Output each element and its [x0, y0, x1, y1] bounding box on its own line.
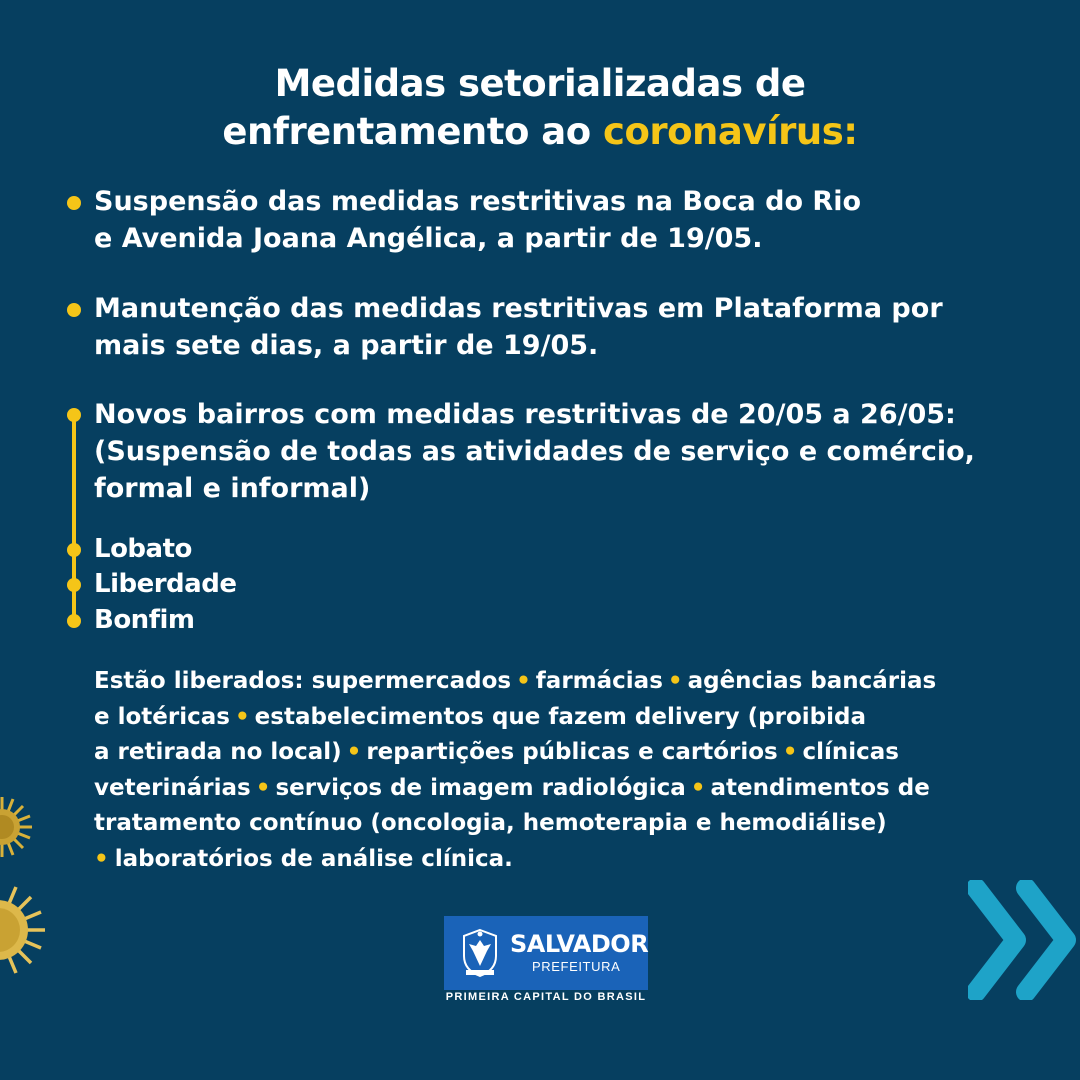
bullet-dot — [67, 543, 81, 557]
liberados-text: clínicas — [802, 739, 899, 765]
liberados-text: a retirada no local) — [94, 739, 342, 765]
chevron-right-double-icon — [968, 880, 1080, 1000]
bullet-dot — [67, 614, 81, 628]
liberados-text: laboratórios de análise clínica. — [114, 845, 513, 872]
measure-line: Manutenção das medidas restritivas em Plataforma por — [94, 293, 943, 324]
measure-item — [94, 396, 1024, 507]
liberados-text: serviços de imagem radiológica — [275, 774, 686, 801]
liberados-lead: Estão liberados: — [94, 668, 304, 694]
liberados-line — [94, 735, 1014, 771]
liberados-text: atendimentos de — [710, 774, 930, 801]
title-line-1: Medidas setorializadas de — [274, 62, 806, 105]
measure-line: formal e informal) — [94, 473, 371, 504]
liberados-text: estabelecimentos que fazem delivery (proibida — [254, 703, 867, 730]
salvador-logo — [444, 916, 648, 990]
liberados-text: agências bancárias — [687, 668, 937, 694]
separator-dot: • — [782, 739, 798, 765]
title-highlight: coronavírus: — [603, 110, 858, 153]
liberados-line — [94, 664, 1014, 700]
liberados-line — [94, 771, 1014, 807]
liberados-line — [94, 700, 1014, 736]
separator-dot: • — [94, 845, 109, 872]
virus-icon — [0, 880, 48, 980]
neighborhood-lobato: Lobato — [94, 534, 192, 564]
liberados-text: supermercados — [311, 668, 512, 694]
liberados-line — [94, 842, 1014, 878]
title-prefix: enfrentamento ao — [222, 110, 604, 153]
bullet-dot — [67, 303, 81, 317]
logo-name: SALVADOR — [510, 930, 649, 958]
measure-line: Novos bairros com medidas restritivas de 20/05 a 26/05: — [94, 399, 956, 430]
logo-subtitle: PREFEITURA — [532, 959, 621, 974]
measure-line: e Avenida Joana Angélica, a partir de 19/05. — [94, 223, 763, 254]
liberados-text: veterinárias — [94, 774, 251, 801]
separator-dot: • — [690, 774, 706, 801]
liberados-paragraph — [94, 664, 1014, 877]
liberados-line: tratamento contínuo (oncologia, hemoterapia e hemodiálise) — [94, 810, 887, 836]
bullet-dot — [67, 578, 81, 592]
title-line-2 — [0, 108, 1080, 156]
separator-dot: • — [516, 668, 531, 694]
measure-line: mais sete dias, a partir de 19/05. — [94, 330, 599, 361]
neighborhood-bonfim: Bonfim — [94, 605, 195, 635]
separator-dot: • — [667, 668, 683, 694]
bullet-dot — [67, 408, 81, 422]
separator-dot: • — [234, 703, 250, 730]
measure-item — [94, 183, 1024, 257]
virus-icon — [0, 795, 34, 859]
separator-dot: • — [346, 739, 362, 765]
measure-line: Suspensão das medidas restritivas na Boca do Rio — [94, 186, 861, 217]
liberados-text: repartições públicas e cartórios — [366, 739, 778, 765]
liberados-text: farmácias — [535, 668, 663, 694]
logo-tagline: PRIMEIRA CAPITAL DO BRASIL — [445, 991, 647, 1003]
city-crest-icon — [458, 926, 502, 980]
neighborhood-liberdade: Liberdade — [94, 569, 237, 599]
bullet-dot — [67, 196, 81, 210]
page-title — [0, 60, 1080, 156]
liberados-text: e lotéricas — [94, 703, 230, 730]
measure-line: (Suspensão de todas as atividades de serviço e comércio, — [94, 436, 975, 467]
separator-dot: • — [255, 774, 271, 801]
measure-item — [94, 290, 1024, 364]
